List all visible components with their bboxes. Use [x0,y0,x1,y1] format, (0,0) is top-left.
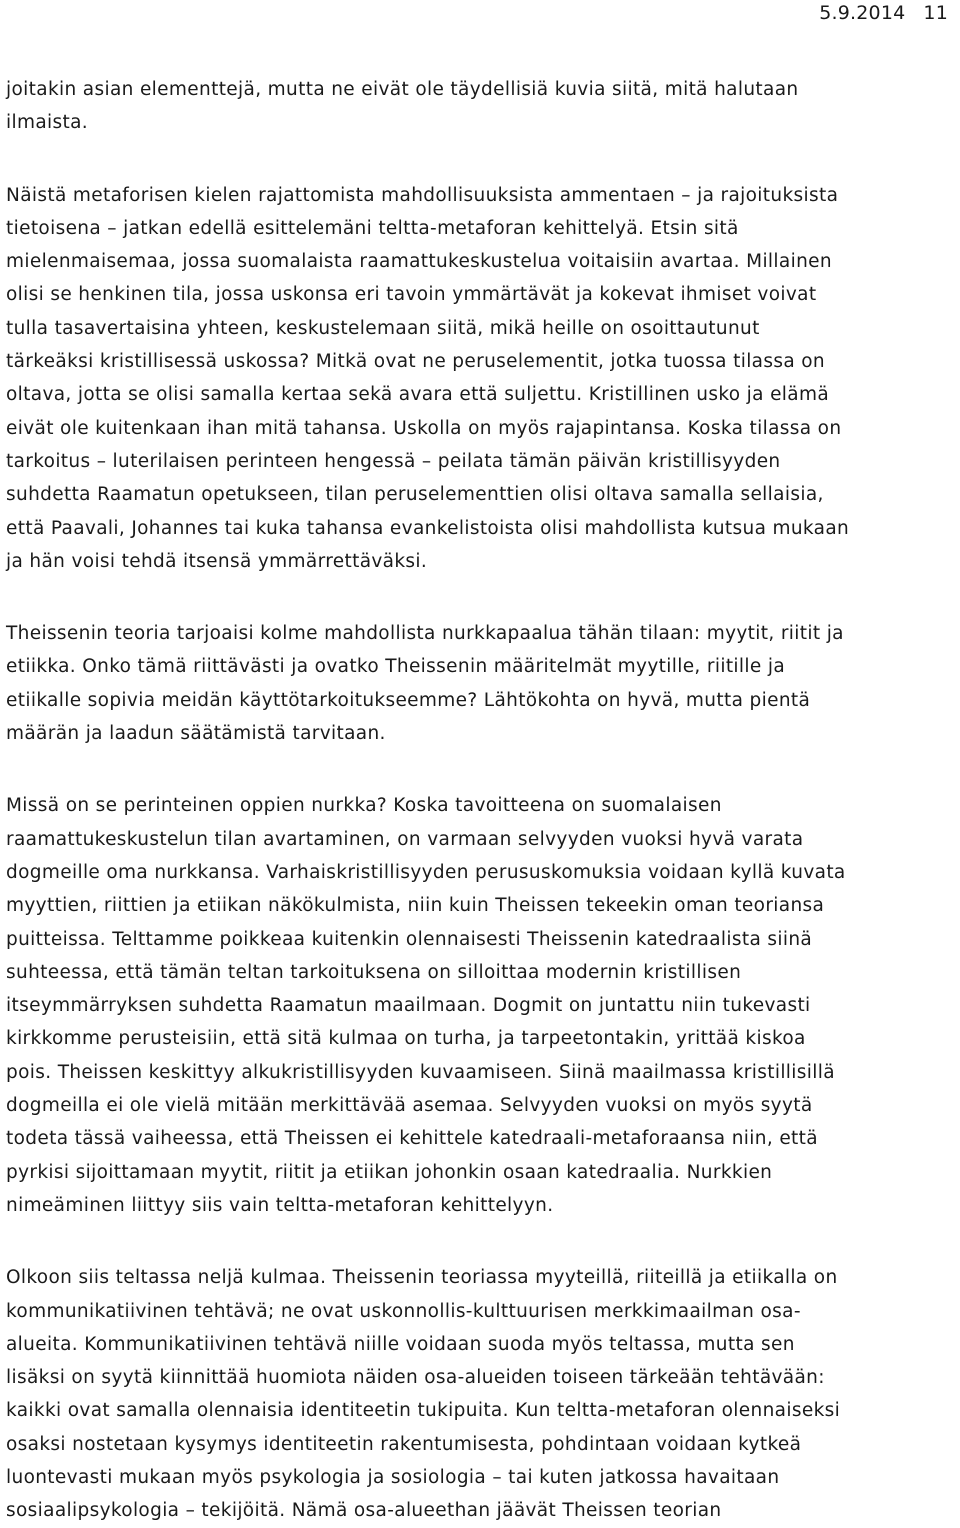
text-line: suhteessa, että tämän teltan tarkoituksena on silloittaa modernin kristillisen [6,961,742,983]
text-line: nimeäminen liittyy siis vain teltta-metaforan kehittelyyn. [6,1194,554,1216]
text-line: että Paavali, Johannes tai kuka tahansa evankelistoista olisi mahdollista kutsua mukaan [6,517,850,539]
text-line: pois. Theissen keskittyy alkukristillisyyden kuvaamiseen. Siinä maailmassa kristillisillä [6,1061,835,1083]
text-line: raamattukeskustelun tilan avartaminen, on varmaan selvyyden vuoksi hyvä varata [6,828,804,850]
text-line: tulla tasavertaisina yhteen, keskustelemaan siitä, mikä heille on osoittautunut [6,317,760,339]
text-line: ja hän voisi tehdä itsensä ymmärrettäväksi. [6,550,428,572]
text-line: etiikka. Onko tämä riittävästi ja ovatko Theissenin määritelmät myytille, riitille ja [6,656,786,678]
text-line: Missä on se perinteinen oppien nurkka? Koska tavoitteena on suomalaisen [6,795,722,817]
text-line: eivät ole kuitenkaan ihan mitä tahansa. Uskolla on myös rajapintansa. Koska tilassa on [6,417,842,439]
text-line: alueita. Kommunikatiivinen tehtävä niille voidaan suoda myös teltassa, mutta sen [6,1333,795,1355]
header-date: 5.9.2014 [819,2,906,24]
text-line: kirkkomme perusteisiin, että sitä kulmaa on turha, ja tarpeetontakin, yrittää kiskoa [6,1028,806,1050]
document-body [6,73,958,1528]
text-line: etiikalle sopivia meidän käyttötarkoitukseemme? Lähtökohta on hyvä, mutta pientä [6,689,811,711]
paragraph [6,1261,958,1527]
page-header [819,2,948,24]
text-line: itseymmärryksen suhdetta Raamatun maailmaan. Dogmit on juntattu niin tukevasti [6,995,811,1017]
text-line: pyrkisi sijoittamaan myytit, riitit ja etiikan johonkin osaan katedraalia. Nurkkien [6,1161,773,1183]
text-line: mielenmaisemaa, jossa suomalaista raamattukeskustelua voitaisiin avartaa. Millainen [6,251,832,273]
text-line: joitakin asian elementtejä, mutta ne eivät ole täydellisiä kuvia siitä, mitä halutaan [6,79,799,100]
text-line: ilmaista. [6,112,89,134]
text-line: kommunikatiivinen tehtävä; ne ovat uskonnollis-kulttuurisen merkkimaailman osa- [6,1300,801,1322]
text-line: puitteissa. Telttamme poikkeaa kuitenkin olennaisesti Theissenin katedraalista siinä [6,928,813,950]
text-line: olisi se henkinen tila, jossa uskonsa eri tavoin ymmärtävät ja kokevat ihmiset voivat [6,284,817,306]
paragraph [6,617,958,750]
text-line: Olkoon siis teltassa neljä kulmaa. Theissenin teoriassa myyteillä, riiteillä ja etiikalla on [6,1267,838,1289]
paragraph [6,179,958,579]
paragraph [6,789,958,1222]
text-line: suhdetta Raamatun opetukseen, tilan peruselementtien olisi oltava samalla sellaisia, [6,484,824,506]
text-line: luontevasti mukaan myös psykologia ja sosiologia – tai kuten jatkossa havaitaan [6,1466,780,1488]
text-line: Näistä metaforisen kielen rajattomista mahdollisuuksista ammentaen – ja rajoituksista [6,184,839,206]
text-line: kaikki ovat samalla olennaisia identiteetin tukipuita. Kun teltta-metaforan olennaiseksi [6,1400,841,1422]
text-line: lisäksi on syytä kiinnittää huomiota näiden osa-alueiden toiseen tärkeään tehtävään: [6,1367,825,1389]
text-line: todeta tässä vaiheessa, että Theissen ei kehittele katedraali-metaforaansa niin, että [6,1128,818,1150]
text-line: määrän ja laadun säätämistä tarvitaan. [6,723,386,745]
text-line: osaksi nostetaan kysymys identiteetin rakentumisesta, pohdintaan voidaan kytkeä [6,1433,802,1455]
text-line: tärkeäksi kristillisessä uskossa? Mitkä ovat ne peruselementit, jotka tuossa tilassa on [6,351,826,373]
text-line: myyttien, riittien ja etiikan näkökulmista, niin kuin Theissen tekeekin oman teoriansa [6,895,825,917]
page-number: 11 [923,2,948,24]
text-line: tarkoitus – luterilaisen perinteen hengessä – peilata tämän päivän kristillisyyden [6,450,781,472]
text-line: dogmeille oma nurkkansa. Varhaiskristillisyyden perususkomuksia voidaan kyllä kuvata [6,861,846,883]
text-line: sosiaalipsykologia – tekijöitä. Nämä osa-alueethan jäävät Theissen teorian [6,1500,722,1522]
text-line: Theissenin teoria tarjoaisi kolme mahdollista nurkkapaalua tähän tilaan: myytit, riitit ja [6,623,844,645]
text-line: tietoisena – jatkan edellä esittelemäni teltta-metaforan kehittelyä. Etsin sitä [6,217,739,239]
text-line: dogmeilla ei ole vielä mitään merkittävää asemaa. Selvyyden vuoksi on myös syytä [6,1095,813,1117]
paragraph [6,73,958,140]
text-line: oltava, jotta se olisi samalla kertaa sekä avara että suljettu. Kristillinen usko ja elämä [6,384,830,406]
